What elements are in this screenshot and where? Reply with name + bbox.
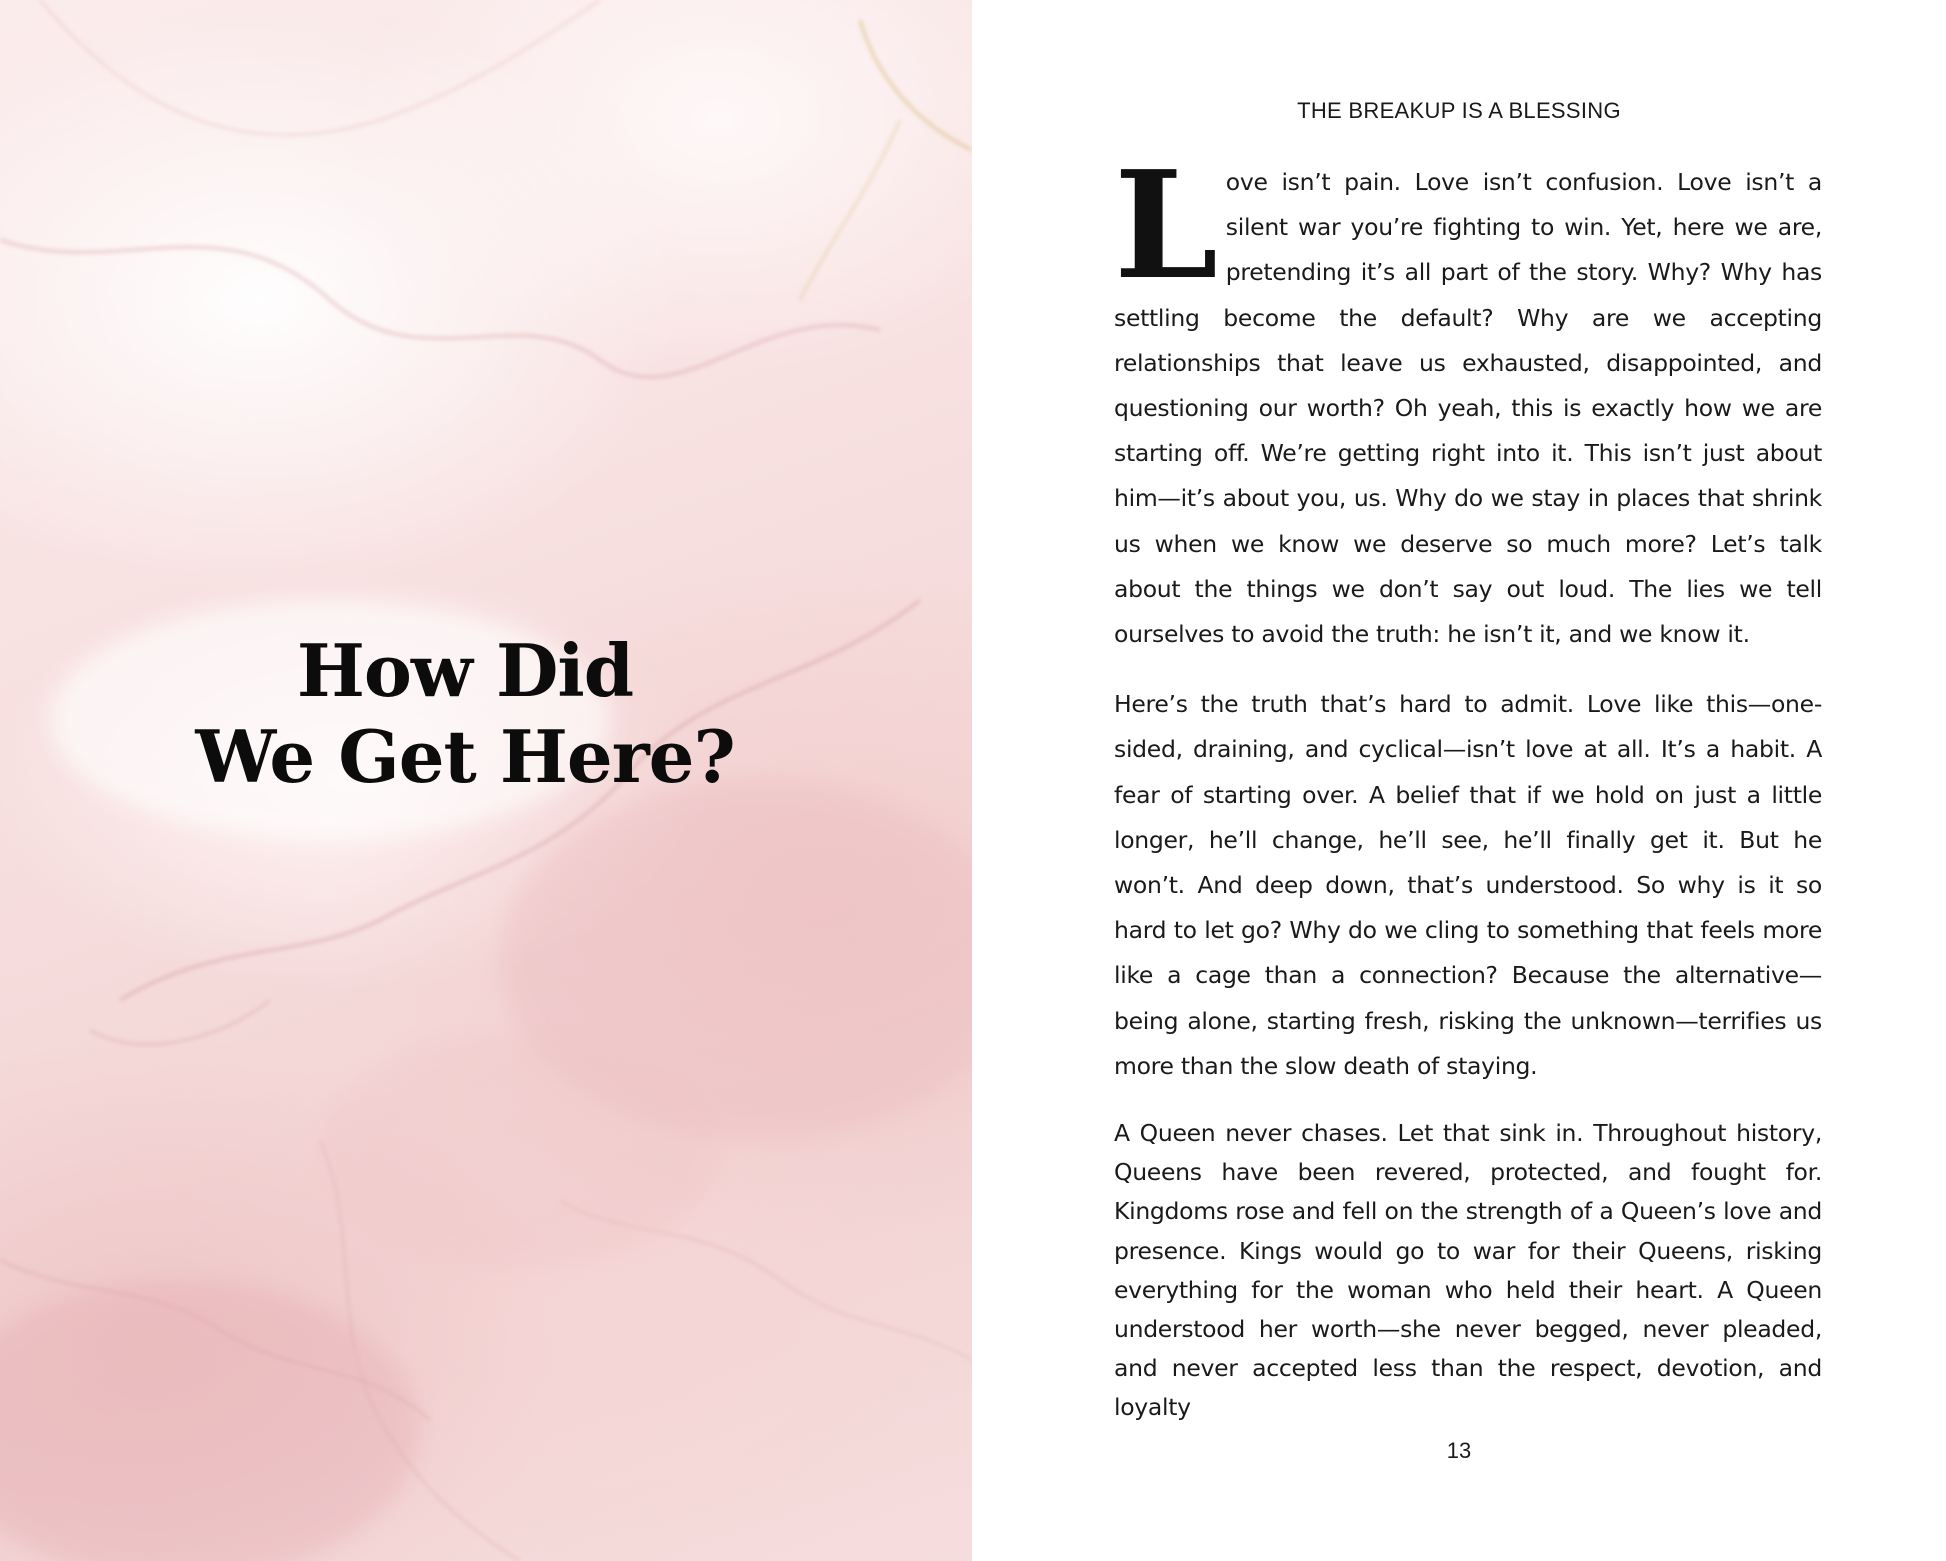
body-text — [1114, 138, 1822, 1428]
paragraph-1-text: ove isn’t pain. Love isn’t confusion. Love isn’t a silent war you’re fighting to win. Yet, here we are, pretending it’s all part of the story. Why? Why has settling become the default? Why are we accepting relationships that leave us exhausted, disappointed, and questioning our worth? Oh yeah, this is exactly how we are starting off. We’re getting right into it. This isn’t just about him—it’s about you, us. Why do we stay in places that shrink us when we know we deserve so much more? Let’s talk about the things we don’t say out loud. The lies we tell ourselves to avoid the truth: he isn’t it, and we know it. — [1114, 168, 1822, 649]
paragraph-3: A Queen never chases. Let that sink in. Throughout history, Queens have been revered, protected, and fought for. Kingdoms rose and fell on the strength of a Queen’s love and presence. Kings would go to war for their Queens, risking everything for the woman who held their heart. A Queen understood her worth—she never begged, never pleaded, and never accepted less than the respect, devotion, and loyalty — [1114, 1119, 1822, 1422]
text-page — [972, 0, 1946, 1561]
chapter-opener-page — [0, 0, 972, 1561]
drop-cap: L — [1114, 138, 1218, 312]
paragraph-2: Here’s the truth that’s hard to admit. Love like this—one-sided, draining, and cyclical—isn’t love at all. It’s a habit. A fear of starting over. A belief that if we hold on just a little longer, he’ll change, he’ll see, he’ll finally get it. But he won’t. And deep down, that’s understood. So why is it so hard to let go? Why do we cling to something that feels more like a cage than a connection? Because the alternative—being alone, starting fresh, risking the unknown—terrifies us more than the slow death of staying. — [1114, 690, 1822, 1080]
chapter-title-line-2: We Get Here? — [195, 714, 735, 800]
running-head: THE BREAKUP IS A BLESSING — [1297, 98, 1621, 123]
page-number: 13 — [1446, 1438, 1472, 1463]
chapter-title-line-1: How Did — [296, 628, 634, 714]
chapter-title — [0, 628, 930, 800]
paragraph-1 — [1114, 138, 1822, 657]
